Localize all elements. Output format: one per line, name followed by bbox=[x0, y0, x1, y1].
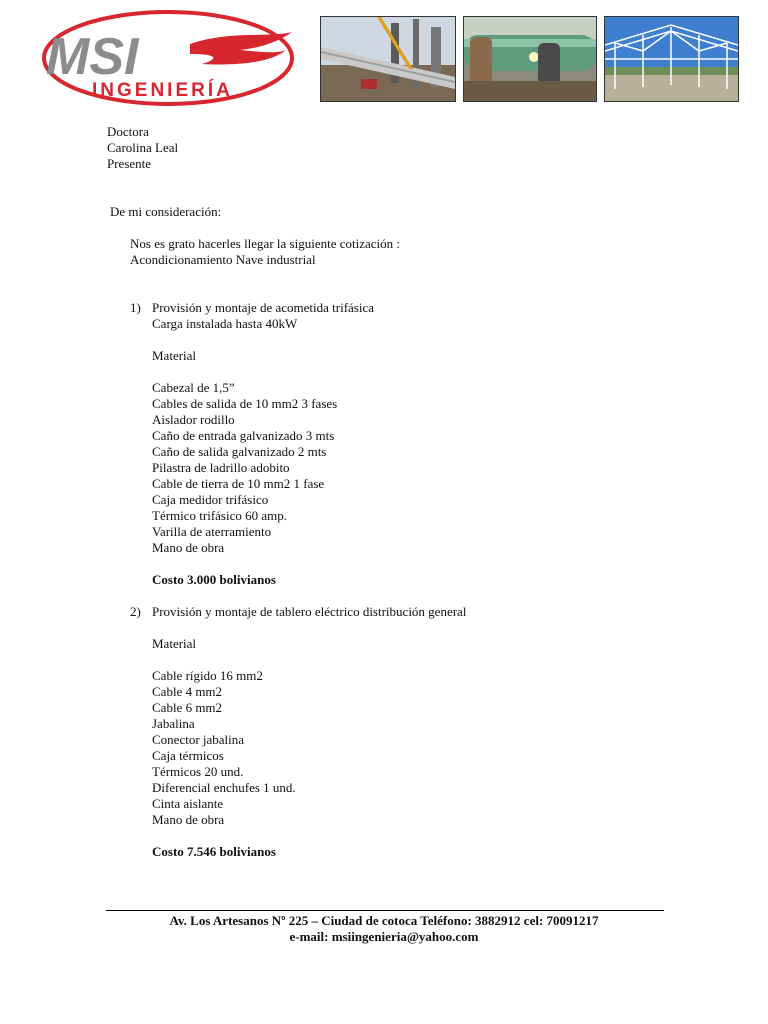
material-item: Caño de entrada galvanizado 3 mts bbox=[152, 428, 335, 443]
item-title: Provisión y montaje de tablero eléctrico distribución general bbox=[152, 604, 467, 619]
item-cost: Costo 7.546 bolivianos bbox=[152, 844, 276, 859]
svg-text:INGENIERÍA: INGENIERÍA bbox=[92, 80, 233, 101]
material-item: Cable 6 mm2 bbox=[152, 700, 223, 715]
material-item: Pilastra de ladrillo adobito bbox=[152, 460, 290, 475]
material-item: Cable de tierra de 10 mm2 1 fase bbox=[152, 476, 325, 491]
material-item: Cables de salida de 10 mm2 3 fases bbox=[152, 396, 338, 411]
svg-text:MSI: MSI bbox=[46, 28, 139, 86]
material-item: Aislador rodillo bbox=[152, 412, 235, 427]
steel-structure-photo bbox=[604, 16, 739, 102]
material-item: Varilla de aterramiento bbox=[152, 524, 272, 539]
material-item: Cabezal de 1,5” bbox=[152, 380, 235, 395]
material-item: Térmicos 20 und. bbox=[152, 764, 244, 779]
item-number: 2) bbox=[130, 604, 141, 619]
material-label: Material bbox=[152, 348, 197, 363]
intro-project: Acondicionamiento Nave industrial bbox=[130, 252, 316, 267]
material-item: Cinta aislante bbox=[152, 796, 224, 811]
item-subtitle: Carga instalada hasta 40kW bbox=[152, 316, 298, 331]
footer-divider bbox=[106, 910, 664, 911]
refinery-pipes-photo bbox=[320, 16, 456, 102]
material-item: Cable rígido 16 mm2 bbox=[152, 668, 263, 683]
greeting: De mi consideración: bbox=[110, 204, 222, 219]
item-number: 1) bbox=[130, 300, 141, 315]
recipient-name: Carolina Leal bbox=[107, 140, 179, 155]
material-item: Conector jabalina bbox=[152, 732, 245, 747]
item-title: Provisión y montaje de acometida trifásica bbox=[152, 300, 375, 315]
material-item: Caja medidor trifásico bbox=[152, 492, 269, 507]
recipient-presente: Presente bbox=[107, 156, 152, 171]
material-item: Térmico trifásico 60 amp. bbox=[152, 508, 288, 523]
material-item: Caja térmicos bbox=[152, 748, 224, 763]
material-item: Mano de obra bbox=[152, 540, 225, 555]
material-item: Mano de obra bbox=[152, 812, 225, 827]
material-item: Jabalina bbox=[152, 716, 195, 731]
recipient-title: Doctora bbox=[107, 124, 149, 139]
msi-ingenieria-logo bbox=[40, 8, 312, 108]
material-label: Material bbox=[152, 636, 197, 651]
material-item: Diferencial enchufes 1 und. bbox=[152, 780, 296, 795]
item-cost: Costo 3.000 bolivianos bbox=[152, 572, 276, 587]
pipe-welding-photo bbox=[463, 16, 597, 102]
footer-email: e-mail: msiingenieria@yahoo.com bbox=[289, 929, 479, 944]
intro-line: Nos es grato hacerles llegar la siguiente cotización : bbox=[130, 236, 401, 251]
material-item: Cable 4 mm2 bbox=[152, 684, 223, 699]
material-item: Caño de salida galvanizado 2 mts bbox=[152, 444, 327, 459]
footer-address: Av. Los Artesanos Nº 225 – Ciudad de cotoca Teléfono: 3882912 cel: 70091217 bbox=[169, 913, 599, 928]
